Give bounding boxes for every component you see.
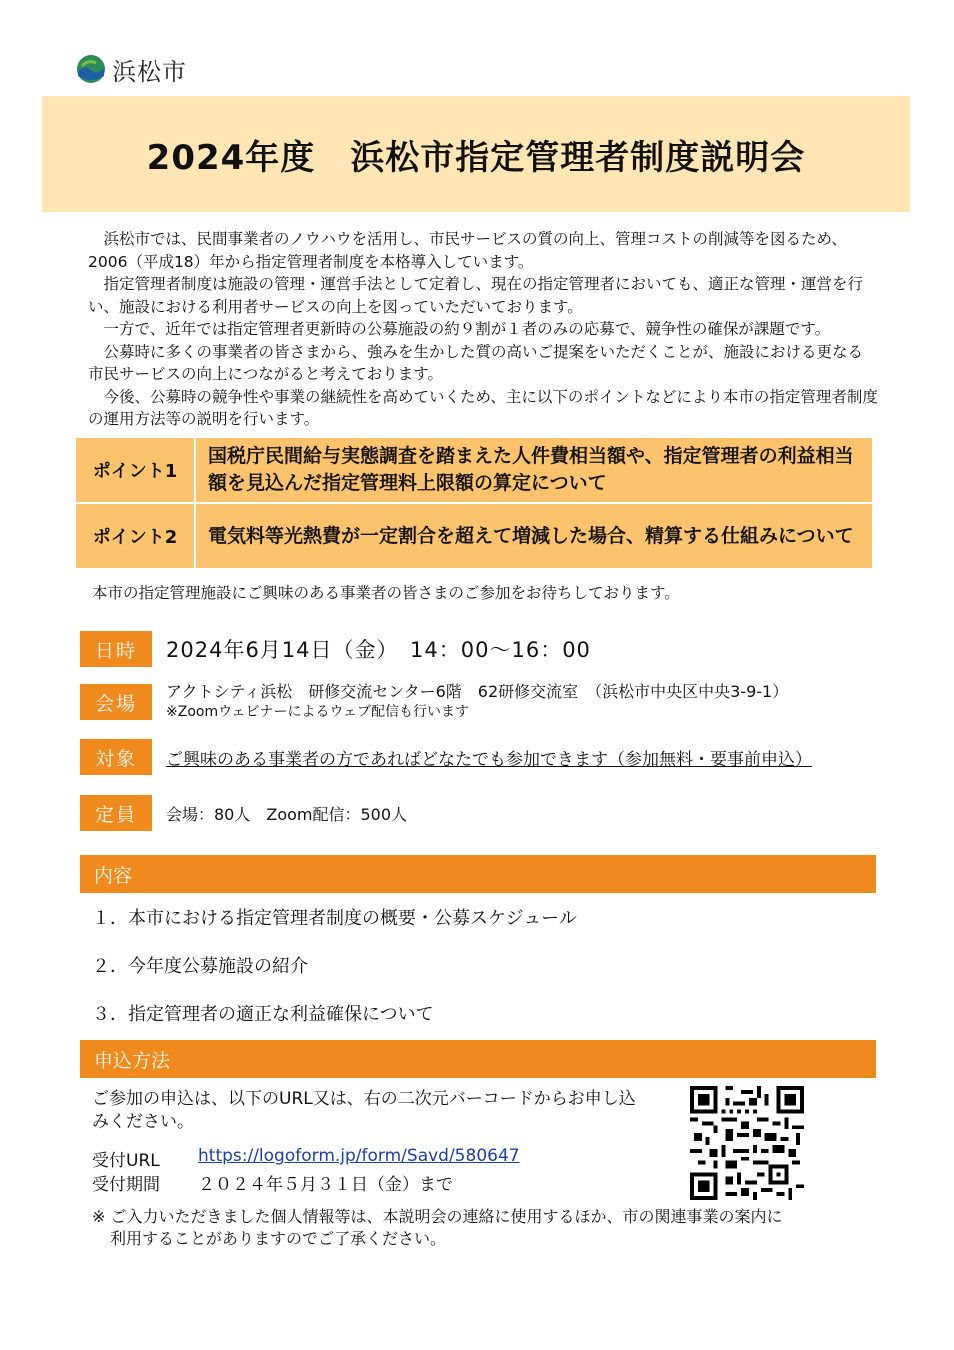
city-name: 浜松市	[112, 57, 187, 86]
invitation-text: 本市の指定管理施設にご興味のある事業者の皆さまのご参加をお待ちしております。	[92, 584, 680, 602]
application-text: ご参加の申込は、以下のURL又は、右の二次元バーコードからお申し込みください。	[92, 1089, 636, 1132]
target-tag: 対象	[80, 739, 152, 775]
points-table	[74, 436, 874, 570]
datetime-row	[80, 631, 591, 667]
intro-text	[88, 228, 878, 431]
point-text: 電気料等光熱費が一定割合を超えて増減した場合、精算する仕組みについて	[195, 503, 873, 569]
target-row	[80, 739, 812, 775]
capacity-value: 会場：80人 Zoom配信：500人	[166, 804, 408, 824]
application-url-link[interactable]: https://logoform.jp/form/Savd/580647	[198, 1146, 520, 1166]
point-text: 国税庁民間給与実態調査を踏まえた人件費相当額や、指定管理者の利益相当額を見込んだ指定管理料上限額の算定について	[195, 437, 873, 503]
contents-heading: 内容	[80, 855, 876, 893]
venue-tag: 会場	[80, 684, 152, 720]
intro-paragraph: 今後、公募時の競争性や事業の継続性を高めていくため、主に以下のポイントなどにより本市の指定管理者制度の運用方法等の説明を行います。	[88, 387, 878, 428]
page-title: 2024年度 浜松市指定管理者制度説明会	[146, 137, 806, 178]
intro-paragraph: 公募時に多くの事業者の皆さまから、強みを生かした質の高いご提案をいただくことが、施設における更なる市民サービスの向上につながると考えております。	[88, 342, 864, 383]
qr-code-icon[interactable]	[690, 1086, 804, 1200]
venue-note: ※Zoomウェビナーによるウェブ配信も行います	[166, 704, 469, 720]
venue-value: アクトシティ浜松 研修交流センター6階 62研修交流室 （浜松市中央区中央3-9-1）	[166, 682, 789, 701]
point-label: ポイント1	[75, 437, 195, 503]
period-value: ２０２４年５月３１日（金）まで	[198, 1175, 453, 1195]
point-row	[75, 437, 873, 503]
city-logo	[76, 52, 187, 86]
notice-line: 利用することがありますのでご了承ください。	[110, 1229, 447, 1248]
url-row	[92, 1146, 520, 1171]
venue-block	[166, 682, 788, 722]
datetime-value: 2024年6月14日（金） 14：00～16：00	[166, 638, 591, 662]
target-value: ご興味のある事業者の方であればどなたでも参加できます（参加無料・要事前申込）	[166, 749, 812, 770]
period-row	[92, 1170, 453, 1195]
venue-row	[80, 682, 788, 722]
capacity-tag: 定員	[80, 795, 152, 831]
list-item: ３．指定管理者の適正な利益確保について	[92, 1004, 434, 1025]
url-label: 受付URL	[92, 1151, 160, 1171]
list-item: １．本市における指定管理者制度の概要・公募スケジュール	[92, 908, 577, 929]
capacity-row	[80, 795, 407, 831]
datetime-tag: 日時	[80, 631, 152, 667]
title-banner	[42, 96, 910, 212]
list-item: ２．今年度公募施設の紹介	[92, 956, 308, 977]
period-label: 受付期間	[92, 1175, 160, 1195]
privacy-notice	[92, 1206, 872, 1250]
application-heading: 申込方法	[80, 1040, 876, 1078]
contents-list	[92, 906, 577, 1046]
hamamatsu-city-emblem-icon	[76, 54, 106, 84]
intro-paragraph: 浜松市では、民間事業者のノウハウを活用し、市民サービスの質の向上、管理コストの削減等を図るため、2006（平成18）年から指定管理者制度を本格導入しています。	[88, 230, 847, 271]
intro-paragraph: 指定管理者制度は施設の管理・運営手法として定着し、現在の指定管理者においても、適正な管理・運営を行い、施設における利用者サービスの向上を図っていただいております。	[88, 275, 864, 316]
notice-line: ※ ご入力いただきました個人情報等は、本説明会の連絡に使用するほか、市の関連事業の案内に	[92, 1207, 783, 1226]
point-row	[75, 503, 873, 569]
intro-paragraph: 一方で、近年では指定管理者更新時の公募施設の約９割が１者のみの応募で、競争性の確保が課題です。	[103, 320, 831, 338]
point-label: ポイント2	[75, 503, 195, 569]
